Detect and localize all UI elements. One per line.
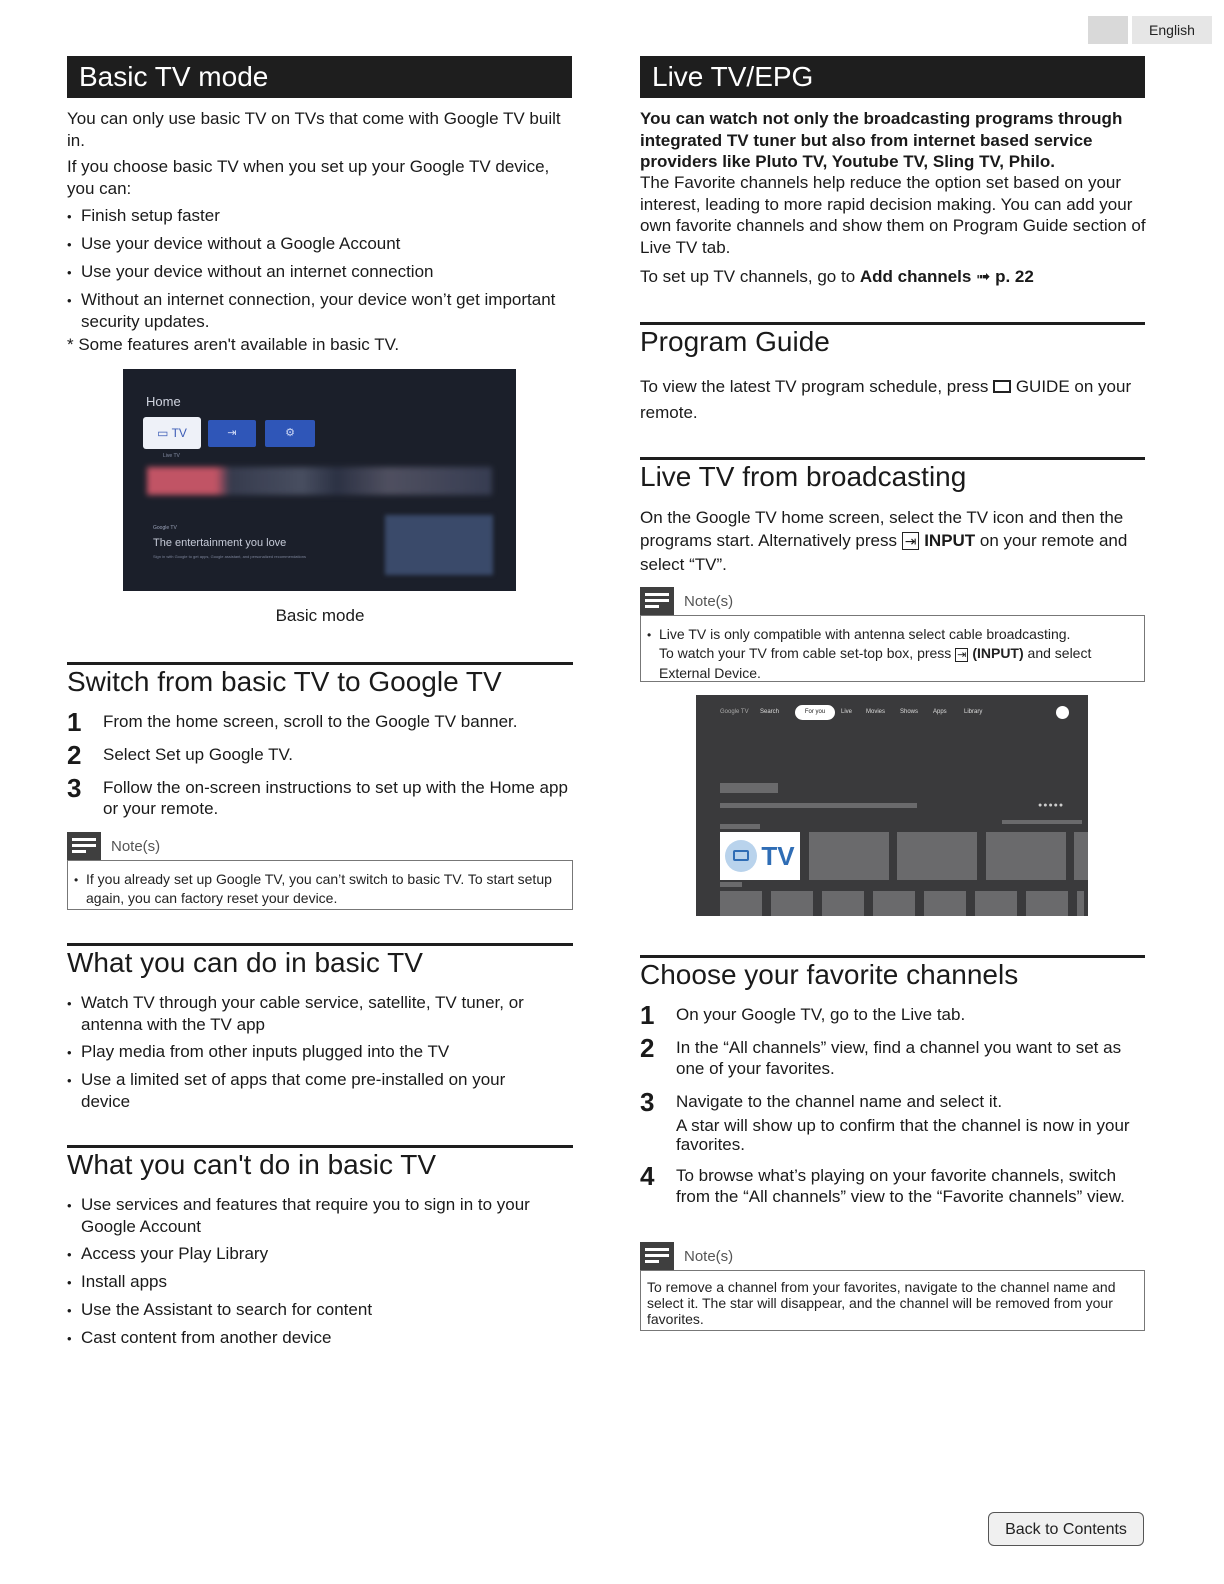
screen-home-label: Home	[146, 394, 181, 409]
back-to-contents-button[interactable]: Back to Contents	[988, 1512, 1144, 1546]
screen-subline: Sign in with Google to get apps, Google assistant, and personalized recommendations	[153, 554, 306, 559]
placeholder-bar	[720, 824, 760, 829]
step-number: 1	[640, 1000, 655, 1030]
program-guide-heading: Program Guide	[640, 326, 830, 357]
screen-headline: The entertainment you love	[153, 537, 287, 549]
switch-heading: Switch from basic TV to Google TV	[67, 666, 502, 697]
step-text: Select Set up Google TV.	[103, 745, 293, 764]
app-tile-placeholder	[809, 832, 889, 880]
add-channels-link[interactable]: Add channels	[859, 267, 972, 286]
placeholder-bar	[1002, 820, 1082, 824]
list-item: • Use your device without an internet connection	[67, 261, 573, 283]
placeholder-row	[720, 891, 1084, 916]
basic-intro-1: You can only use basic TV on TVs that come with Google TV built in.	[67, 109, 561, 150]
placeholder-bar	[720, 882, 742, 887]
broadcast-text	[640, 506, 1146, 576]
blurred-banner-image	[385, 515, 493, 575]
broadcast-text-suffix: on your remote and select “TV”.	[640, 531, 1128, 574]
input-icon: ⇥	[902, 532, 920, 550]
list-item: • Install apps	[67, 1271, 567, 1293]
pager-dots: ●●●●●	[1038, 802, 1065, 809]
list-item: • Use services and features that require you to sign in to your Google Account	[67, 1194, 567, 1237]
broadcast-heading: Live TV from broadcasting	[640, 461, 967, 492]
setup-prefix: To set up TV channels, go to	[640, 267, 856, 286]
step-number: 1	[67, 707, 82, 737]
live-tv-setup-line	[640, 266, 1146, 288]
cant-do-list	[67, 1194, 567, 1355]
note-text-line2	[647, 644, 1138, 682]
note-text: To remove a channel from your favorites, navigate to the channel name and select it. The star will disappear, and the channel will be removed from your favorites.	[647, 1279, 1116, 1327]
broadcast-text-prefix: On the Google TV home screen, select the TV icon and then the programs start. Alternatively press	[640, 508, 1124, 550]
list-item: • Watch TV through your cable service, satellite, TV tuner, or antenna with the TV app	[67, 992, 557, 1035]
note-icon	[640, 587, 674, 615]
guide-text-prefix: To view the latest TV program schedule, press	[640, 377, 989, 396]
basic-intro-2: If you choose basic TV when you set up your Google TV device, you can:	[67, 157, 550, 198]
step-text: On your Google TV, go to the Live tab.	[676, 1005, 966, 1024]
note-text: • If you already set up Google TV, you can’t switch to basic TV. To start setup again, you can factory reset your device.	[74, 864, 566, 907]
note-text-line1: • Live TV is only compatible with antenna select cable broadcasting.	[647, 619, 1138, 644]
basic-mode-screenshot	[123, 369, 516, 591]
can-do-list	[67, 992, 557, 1118]
blurred-app-row	[147, 467, 492, 495]
basic-footnote: * Some features aren't available in basic TV.	[67, 335, 400, 354]
step-text: To browse what’s playing on your favorite channels, switch from the “All channels” view to the “Favorite channels” view.	[676, 1166, 1125, 1206]
cant-do-heading: What you can't do in basic TV	[67, 1149, 437, 1180]
step-number: 4	[640, 1161, 655, 1191]
note-label: Note(s)	[111, 837, 161, 855]
note-icon	[640, 1242, 674, 1270]
list-item: • Use a limited set of apps that come pre-installed on your device	[67, 1069, 557, 1112]
screen-tab: Search	[760, 709, 780, 715]
step-subtext: A star will show up to confirm that the channel is now in your favorites.	[676, 1116, 1130, 1154]
live-tv-heading: Live TV/EPG	[640, 56, 1145, 98]
app-tile-placeholder	[897, 832, 977, 880]
screen-tile-sub: Live TV	[163, 453, 180, 459]
step-number: 2	[640, 1033, 655, 1063]
list-item: • Access your Play Library	[67, 1243, 567, 1265]
list-item: • Use your device without a Google Account	[67, 233, 573, 255]
screen-tab: Google TV	[720, 709, 749, 715]
note-label: Note(s)	[684, 1247, 734, 1265]
list-item: • Use the Assistant to search for content	[67, 1299, 567, 1321]
placeholder-bar	[720, 803, 917, 808]
step-text: Follow the on-screen instructions to set up with the Home app or your remote.	[103, 778, 568, 818]
input-icon: ⇥	[957, 649, 967, 661]
live-tv-bold-intro: You can watch not only the broadcasting programs through integrated TV tuner but also from internet based service providers like Pluto TV, Youtube TV, Sling TV, Philo.	[640, 109, 1123, 171]
page-ref-link[interactable]: p. 22	[995, 267, 1034, 286]
input-tile-icon: ⇥	[208, 420, 256, 447]
tv-app-tile	[720, 832, 800, 880]
guide-tv-icon	[993, 380, 1011, 393]
note-input-key: (INPUT)	[972, 645, 1024, 661]
basic-bullet-list	[67, 205, 573, 338]
step-number: 2	[67, 740, 82, 770]
note-box	[67, 860, 573, 910]
app-tile-placeholder	[986, 832, 1066, 880]
note-box	[640, 1270, 1145, 1331]
note-box	[640, 615, 1145, 682]
note-header	[640, 587, 733, 615]
screen-brand: Google TV	[153, 525, 177, 531]
step-text: From the home screen, scroll to the Google TV banner.	[103, 712, 518, 731]
arrow-icon: ➟	[976, 267, 991, 286]
list-item: • Cast content from another device	[67, 1327, 567, 1349]
input-key: INPUT	[924, 531, 976, 550]
note-line2-prefix: To watch your TV from cable set-top box, press	[659, 645, 952, 661]
tv-icon: ▭	[157, 426, 169, 440]
guide-key: GUIDE	[1015, 377, 1070, 396]
screen-tab: Shows	[900, 709, 919, 715]
screen-tab-active: For you	[795, 705, 835, 720]
tv-tile-label: TV	[761, 840, 795, 871]
program-guide-text	[640, 374, 1146, 426]
note-label: Note(s)	[684, 592, 734, 610]
step-number: 3	[67, 773, 82, 803]
profile-avatar	[1056, 706, 1069, 719]
note-line2-suffix: and select External Device.	[659, 645, 1092, 681]
list-item: • Without an internet connection, your device won’t get important security updates.	[67, 289, 573, 332]
settings-tile-icon: ⚙	[265, 420, 315, 447]
note-header	[640, 1242, 733, 1270]
step-number: 3	[640, 1087, 655, 1117]
screen-tab: Live	[841, 709, 853, 715]
list-item: • Finish setup faster	[67, 205, 573, 227]
step-text: In the “All channels” view, find a channel you want to set as one of your favorites.	[676, 1038, 1122, 1078]
step-text: Navigate to the channel name and select it.	[676, 1092, 1003, 1111]
guide-text-suffix: on your remote.	[640, 377, 1132, 422]
screen-tab: Apps	[933, 709, 947, 715]
app-tile-placeholder	[1074, 832, 1088, 880]
language-label: English	[1132, 16, 1212, 44]
placeholder-bar	[720, 783, 778, 793]
live-tv-body: The Favorite channels help reduce the option set based on your interest, leading to more rapid decision making. You can add your own favorite channels and show them on Program Guide section of Live TV tab.	[640, 173, 1146, 257]
screen-tab: Movies	[866, 709, 886, 715]
google-tv-screenshot	[696, 695, 1088, 916]
list-item: • Play media from other inputs plugged into the TV	[67, 1041, 557, 1063]
can-do-heading: What you can do in basic TV	[67, 947, 423, 978]
note-icon	[67, 832, 101, 860]
basic-mode-caption: Basic mode	[275, 606, 365, 625]
screen-tv-tile	[143, 417, 201, 449]
favorites-heading: Choose your favorite channels	[640, 959, 1019, 990]
tv-icon	[725, 840, 757, 872]
page-tab-blank	[1088, 16, 1128, 44]
note-header	[67, 832, 160, 860]
basic-tv-mode-heading: Basic TV mode	[67, 56, 572, 98]
screen-tv-tile-label: TV	[171, 426, 187, 440]
screen-tab: Library	[964, 709, 983, 715]
